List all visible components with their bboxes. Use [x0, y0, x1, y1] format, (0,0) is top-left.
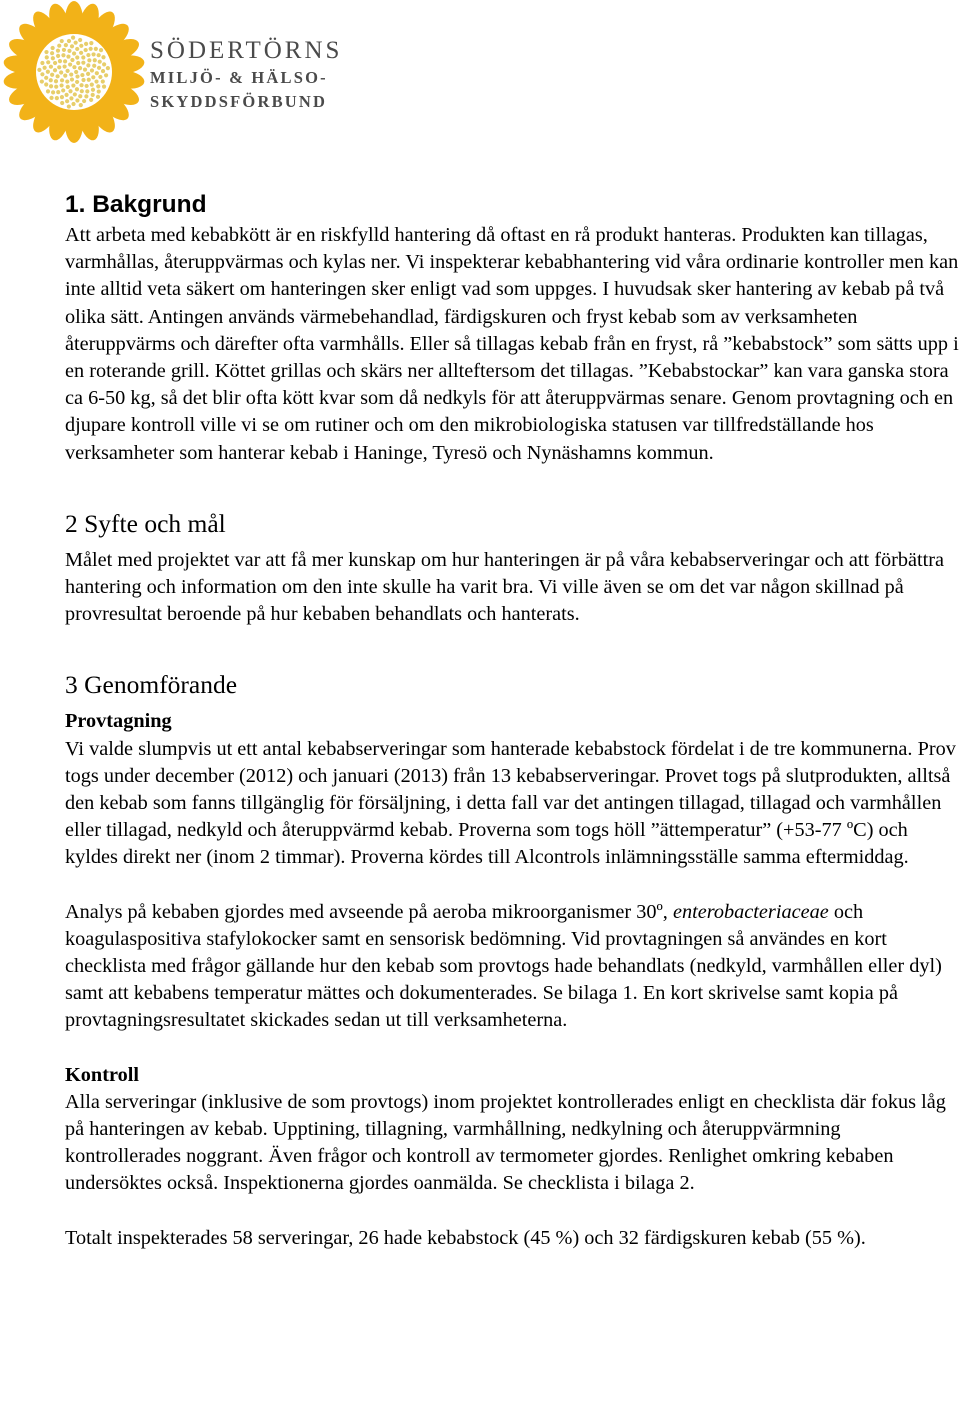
seed — [65, 79, 69, 83]
section-3-heading: 3 Genomförande — [65, 670, 238, 700]
seed — [82, 99, 86, 103]
seed — [69, 72, 73, 76]
subheading-kontroll: Kontroll — [65, 1063, 139, 1086]
seed — [92, 64, 96, 68]
seed — [74, 41, 78, 45]
seed — [101, 69, 105, 73]
seed — [51, 46, 55, 50]
seed — [64, 93, 68, 97]
seed — [55, 96, 59, 100]
seed — [75, 98, 79, 102]
seed — [50, 51, 54, 55]
seed — [51, 90, 55, 94]
kontroll-paragraph: Alla serveringar (inklusive de som provtogs) inom projektet kontrollerades enligt en checklista där fokus låg på hanteringen av kebab. Upptining, tillagning, varmhållning, nedkylning och återuppvärmning kontrollerades noggrant. Även frågor och kontroll av termometer gjordes. Renlighet omkring kebaben undersöktes också. Inspektionerna gjordes oanmälda. Se checklista i bilaga 2. — [65, 1090, 946, 1195]
seed — [79, 83, 83, 87]
seed — [65, 69, 69, 73]
seed — [57, 65, 61, 69]
provtagning-paragraph: Vi valde slumpvis ut ett antal kebabserveringar som hanterade kebabstock fördelat i de tre kommunerna. Prov togs under december (2012) och januari (2013) från 13 kebabserveringar. Provet togs på slutprodukten, alltså den kebab som fanns tillgänglig för försäljning, i detta fall var det antingen tillagad, tillagad och varmhållen eller tillagad, nedkyld och återuppvärmd kebab. Proverna som togs höll ”ättemperatur” (+53-77 ºC) och kyldes direkt ner (inom 2 timmar). Proverna kördes till Alcontrols inlämningsställe samma eftermiddag. — [65, 737, 956, 869]
seed — [70, 44, 74, 48]
seed — [40, 79, 44, 83]
seed — [76, 61, 80, 65]
seed — [68, 89, 72, 93]
seed — [70, 58, 74, 62]
seed — [78, 66, 82, 70]
seed — [79, 44, 83, 48]
seed — [63, 74, 67, 78]
seed — [71, 36, 75, 40]
seed — [46, 60, 50, 64]
seed — [96, 95, 100, 99]
analys-text-start: Analys på kebaben gjordes med avseende på aeroba mikroorganismer 30º, — [65, 900, 673, 923]
seed — [58, 59, 62, 63]
seed — [65, 99, 69, 103]
seed — [93, 58, 97, 62]
seed — [66, 85, 70, 89]
seed — [43, 66, 47, 70]
seed — [81, 55, 85, 59]
seed — [91, 88, 95, 92]
seed — [60, 78, 64, 82]
seed — [87, 78, 91, 82]
seed — [70, 77, 74, 81]
seed — [67, 39, 71, 43]
seed — [75, 80, 79, 84]
seed — [83, 67, 87, 71]
seed — [86, 63, 90, 67]
seed — [101, 55, 105, 59]
seed — [49, 96, 53, 100]
seed — [91, 93, 95, 97]
seed — [72, 65, 76, 69]
seed — [95, 71, 99, 75]
section-2-heading: 2 Syfte och mål — [65, 508, 226, 538]
seed — [89, 47, 93, 51]
seed — [80, 89, 84, 93]
seed — [98, 75, 102, 79]
seed — [71, 83, 75, 87]
seed — [98, 60, 102, 64]
seed — [68, 62, 72, 66]
seed — [56, 90, 60, 94]
seed — [63, 64, 67, 68]
seed — [86, 72, 90, 76]
seed — [50, 73, 54, 77]
seed — [71, 102, 75, 106]
seed — [96, 84, 100, 88]
seed — [56, 49, 60, 53]
seed — [102, 62, 106, 66]
organization-logo — [0, 0, 343, 150]
seed — [60, 101, 64, 105]
seed — [101, 79, 105, 83]
seed — [56, 54, 60, 58]
seed — [72, 51, 76, 55]
analys-text-italic: enterobacteriaceae — [672, 900, 829, 923]
seed — [61, 53, 65, 57]
sunflower-logo-icon — [2, 0, 152, 145]
seed — [56, 74, 60, 78]
seed — [97, 66, 101, 70]
seed — [84, 42, 88, 46]
seed — [64, 43, 68, 47]
seed — [44, 82, 48, 86]
seed — [51, 56, 55, 60]
seed — [46, 70, 50, 74]
org-name-line-2: MILJÖ- & HÄLSO- — [150, 68, 328, 87]
seed — [99, 48, 103, 52]
totals-paragraph: Totalt inspekterades 58 serveringar, 26 hade kebabstock (45 %) och 32 färdigskuren kebab (55 %). — [65, 1226, 866, 1249]
section-1-heading: 1. Bakgrund — [65, 191, 207, 218]
section-2-paragraph: Målet med projektet var att få mer kunskap om hur hanteringen är på våra kebabserveringar och att förbättra hantering och information om den inte skulle ha varit bra. Vi ville även se om det var någon skillnad på provresultat beroende på hur kebaben behandlats och hanterats. — [65, 548, 945, 626]
seed — [79, 103, 83, 107]
org-name-line-1: SÖDERTÖRNS — [150, 37, 343, 64]
seed — [59, 70, 63, 74]
seed — [54, 85, 58, 89]
seed — [85, 89, 89, 93]
seed — [62, 48, 66, 52]
seed — [45, 55, 49, 59]
seed — [37, 68, 41, 72]
seed — [67, 49, 71, 53]
seed — [97, 53, 101, 57]
section-1-paragraph: Att arbeta med kebabkött är en riskfylld hantering då oftast en rå produkt hanteras. Produkten kan tillagas, varmhållas, återuppvärmas och kylas ner. Vi inspekterar kebabhantering vid våra ordinarie kontroller men kan inte alltid veta säkert om hanteringen sker enligt vad som uppges. I huvudsak sker hantering av kebab på två olika sätt. Antingen används värmebehandlad, färdigskuren och fryst kebab som av verksamheten återuppvärms och därefter ofta varmhålls. Eller så tillagas kebab från en fryst, rå ”kebabstock” som sätts upp i en roterande grill. Köttet grillas och skärs ner allteftersom det tillagas. ”Kebabstockar” kan vara ganska stora ca 6-50 kg, så det blir ofta kött kvar som då nedkyls för att återuppvärmas senare. Genom provtagning och en djupare kontroll ville vi se om rutiner och om den mikrobiologiska statusen var tillfredställande hos verksamheter som hanterar kebab i Haninge, Tyresö och Nynäshamns kommun. — [65, 224, 959, 464]
seed — [106, 66, 110, 70]
seed — [78, 94, 82, 98]
seed — [49, 65, 53, 69]
seed — [80, 73, 84, 77]
seed — [74, 70, 78, 74]
seed — [69, 96, 73, 100]
analys-paragraph — [65, 899, 960, 1035]
seed — [89, 41, 93, 45]
seed — [75, 47, 79, 51]
seed — [53, 68, 57, 72]
seed — [60, 95, 64, 99]
seed — [49, 78, 53, 82]
seed — [46, 89, 50, 93]
seed — [84, 48, 88, 52]
seed — [60, 39, 64, 43]
document-body — [65, 188, 960, 1252]
seed — [94, 47, 98, 51]
seed — [85, 84, 89, 88]
subheading-provtagning: Provtagning — [65, 710, 172, 733]
seed — [91, 75, 95, 79]
seed — [73, 92, 77, 96]
seed — [87, 58, 91, 62]
seed — [94, 79, 98, 83]
org-name-line-3: SKYDDSFÖRBUND — [150, 92, 328, 111]
seed — [57, 44, 61, 48]
seed — [81, 61, 85, 65]
seed — [97, 89, 101, 93]
seed — [66, 54, 70, 58]
seed — [91, 52, 95, 56]
seed — [44, 76, 48, 80]
seed — [90, 83, 94, 87]
seed — [63, 59, 67, 63]
seed — [53, 61, 57, 65]
seed — [49, 84, 53, 88]
seed — [54, 79, 58, 83]
seed — [81, 78, 85, 82]
seed — [102, 85, 106, 89]
seed — [84, 94, 88, 98]
seed — [75, 55, 79, 59]
seed — [78, 38, 82, 42]
seed — [40, 72, 44, 76]
seed — [67, 104, 71, 108]
seed — [90, 68, 94, 72]
seed — [89, 98, 93, 102]
organization-name — [150, 36, 342, 114]
seed — [40, 61, 44, 65]
seed — [79, 51, 83, 55]
seed — [61, 88, 65, 92]
seed — [86, 53, 90, 57]
analys-text-end: och koagulaspositiva stafylokocker samt en sensorisk bedömning. Vid provtagningen så användes en kort checklista med frågor gällande hur den kebab som provtogs hade behandlats (nedkyld, varmhållen eller dyl) samt att kebabens temperatur mättes och dokumenterades. Se bilaga 1. En kort skrivelse samt kopia på provtagningsresultatet skickades sedan ut till verksamheterna. — [65, 900, 942, 1032]
seed — [104, 73, 108, 77]
seed — [59, 83, 63, 87]
seed — [75, 74, 79, 78]
seed — [44, 50, 48, 54]
seed — [75, 87, 79, 91]
